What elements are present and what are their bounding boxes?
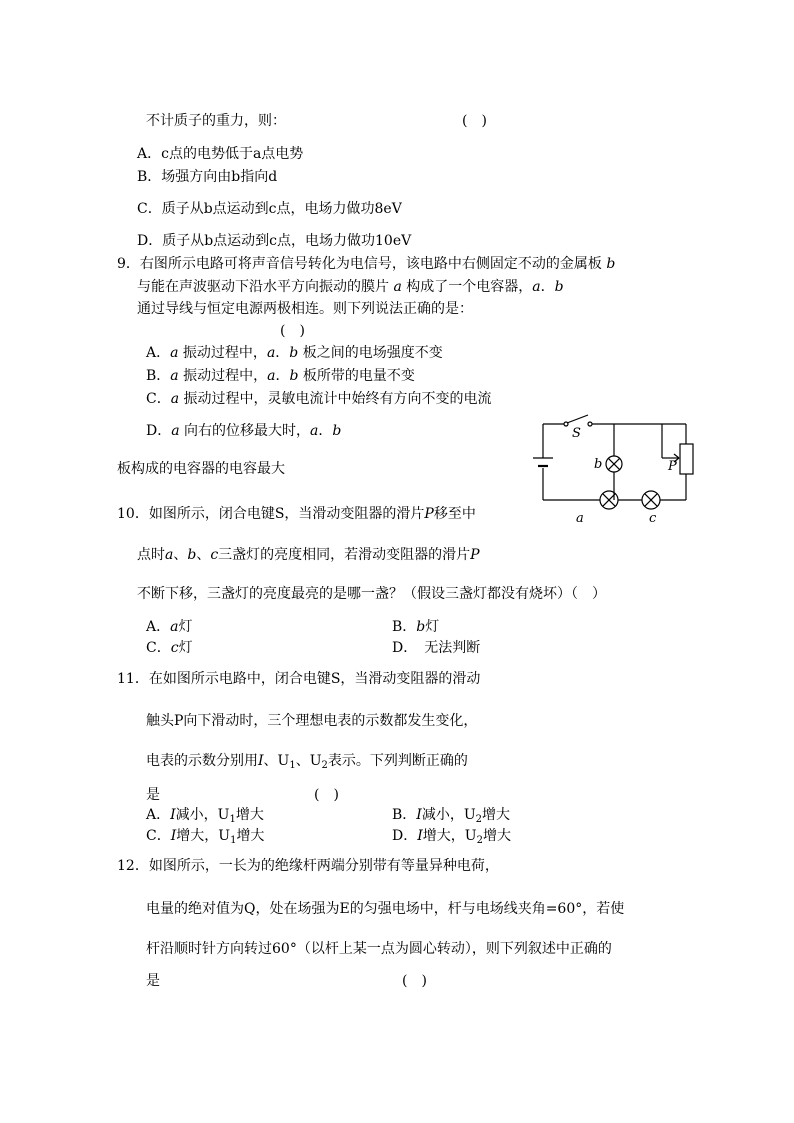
q10-line-3: 不断下移，三盏灯的亮度最亮的是哪一盏？（假设三盏灯都没有烧坏）（ ） — [137, 586, 606, 602]
q10-option-c: C．c灯 — [146, 640, 193, 656]
switch-contact-right — [588, 422, 592, 426]
lamp-c-label: c — [649, 511, 657, 526]
q9-line-1: 9．右图所示电路可将声音信号转化为电信号，该电路中右侧固定不动的金属板 b — [117, 256, 616, 272]
q8-option-c: C．质子从b点运动到c点，电场力做功8eV — [137, 201, 402, 217]
q12-line-3: 杆沿顺时针方向转过60°（以杆上某一点为圆心转动），则下列叙述中正确的 — [146, 941, 612, 957]
q11-line-2: 触头P向下滑动时，三个理想电表的示数都发生变化， — [146, 713, 478, 729]
q10-line-2: 点时a、b、c三盏灯的亮度相同，若滑动变阻器的滑片P — [137, 547, 480, 563]
circuit-diagram — [528, 412, 708, 532]
q8-option-b: B．场强方向由b指向d — [137, 169, 278, 185]
q10-option-b: B．b灯 — [392, 619, 440, 635]
q8-option-a: A．c点的电势低于a点电势 — [137, 146, 304, 162]
slider-label: P — [668, 459, 677, 474]
q9-line-2: 与能在声波驱动下沿水平方向振动的膜片 a 构成了一个电容器，a．b — [137, 279, 564, 295]
q11-line-1: 11．在如图所示电路中，闭合电键S，当滑动变阻器的滑动 — [117, 671, 481, 687]
lamp-a-label: a — [576, 511, 584, 526]
q11-option-d: D．I增大，$U_2$增大 — [392, 828, 511, 846]
slider-arrow-1 — [674, 454, 679, 458]
lamp-b-label: b — [594, 457, 603, 472]
q11-option-b: B．I减小，$U_2$增大 — [392, 807, 511, 825]
q11-option-a: A．I减小，$U_1$增大 — [146, 807, 264, 825]
q9-option-a: A．a 振动过程中，a．b 板之间的电场强度不变 — [146, 345, 443, 361]
switch-label: S — [572, 426, 581, 441]
q9-option-d-tail: 板构成的电容器的电容最大 — [117, 461, 285, 477]
q10-line-1: 10．如图所示，闭合电键S，当滑动变阻器的滑片P移至中 — [117, 506, 476, 522]
q9-answer-paren: ( ) — [280, 323, 305, 339]
q12-line-4: 是 — [146, 973, 160, 989]
q9-line-3: 通过导线与恒定电源两极相连。则下列说法正确的是： — [137, 301, 473, 317]
q12-line-2: 电量的绝对值为Q，处在场强为E的匀强电场中，杆与电场线夹角=60°，若使 — [146, 901, 625, 917]
q8-option-d: D．质子从b点运动到c点，电场力做功10eV — [137, 233, 412, 249]
q10-option-d: D． 无法判断 — [392, 640, 481, 656]
q8-answer-paren: ( ) — [462, 113, 487, 129]
q12-line-1: 12．如图所示，一长为的绝缘杆两端分别带有等量异种电荷， — [117, 858, 499, 874]
q8-stem: 不计质子的重力，则： — [146, 113, 286, 129]
q10-option-a: A．a灯 — [146, 619, 193, 635]
switch-blade — [567, 415, 588, 423]
q9-option-b: B．a 振动过程中，a．b 板所带的电量不变 — [146, 368, 415, 384]
q11-option-c: C．I增大，$U_1$增大 — [146, 828, 265, 846]
q9-option-d: D．a 向右的位移最大时，a．b — [146, 423, 342, 439]
q11-line-4: 是 — [146, 787, 160, 803]
q12-answer-paren: ( ) — [402, 973, 427, 989]
rheostat-body — [680, 444, 693, 474]
q11-answer-paren: ( ) — [314, 787, 339, 803]
q9-option-c: C．a 振动过程中，灵敏电流计中始终有方向不变的电流 — [146, 391, 492, 407]
q11-line-3: 电表的示数分别用I、$U_1$、$U_2$表示。下列判断正确的 — [146, 753, 468, 771]
